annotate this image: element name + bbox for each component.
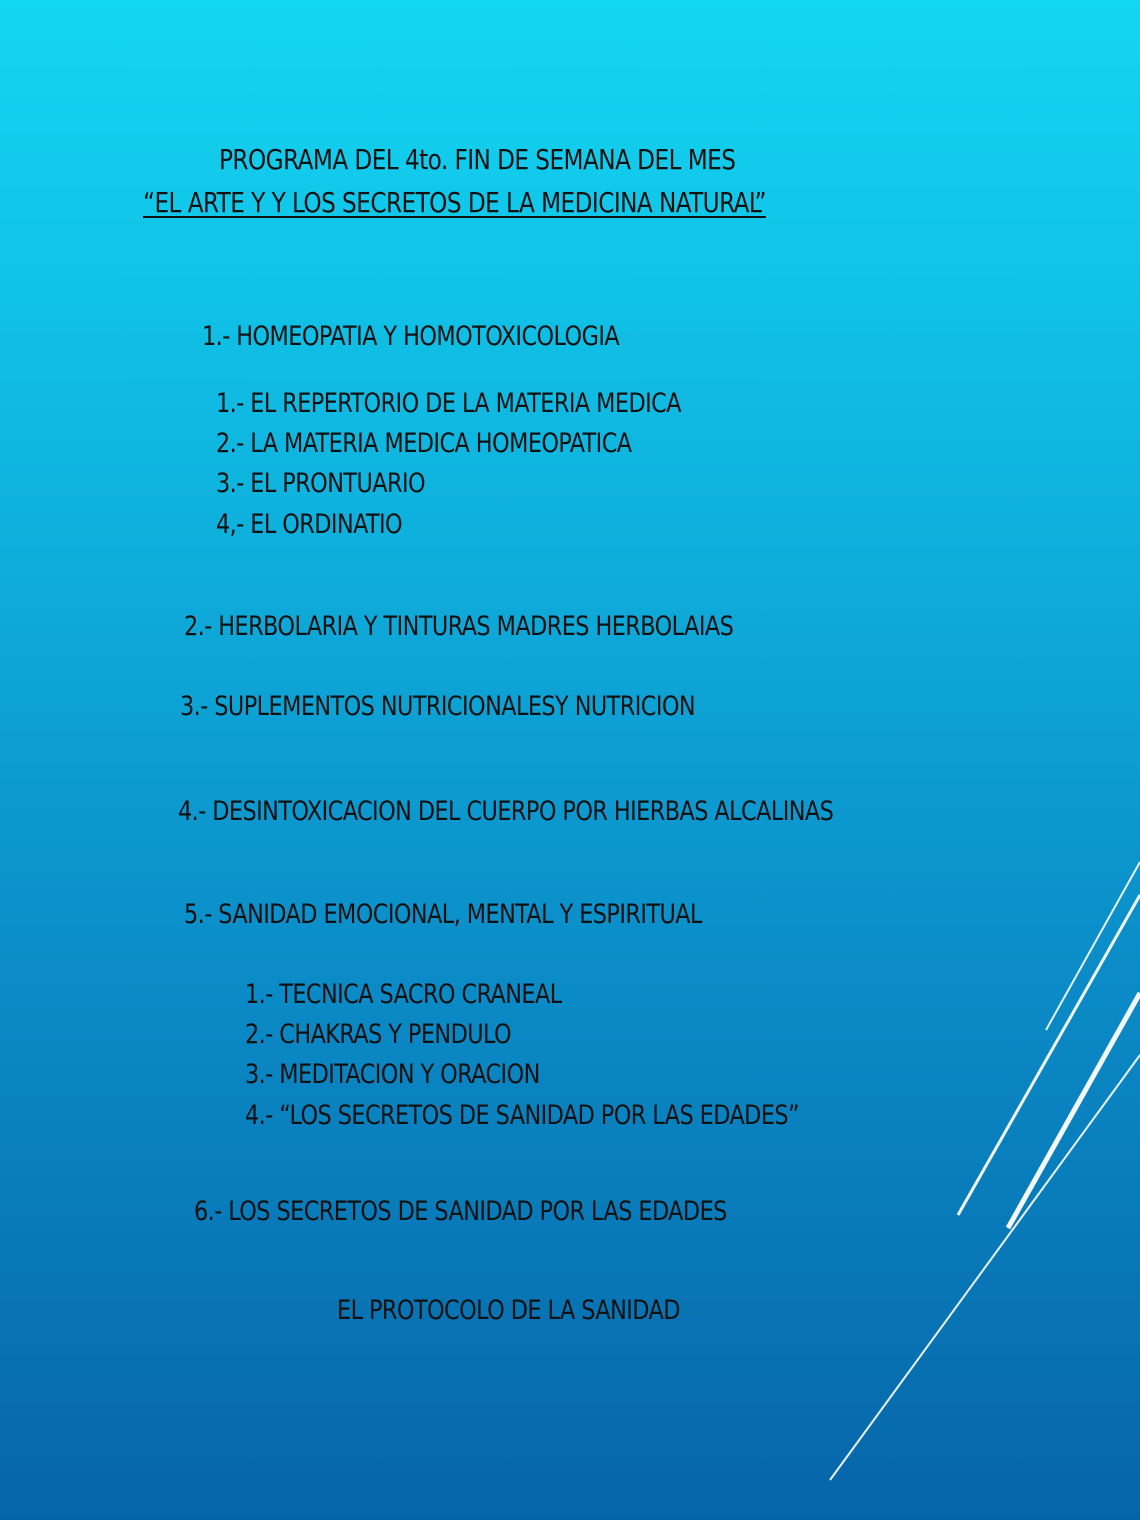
list-item: 4,- EL ORDINATIO (216, 509, 403, 540)
accent-line (1008, 993, 1140, 1228)
list-item: 3.- EL PRONTUARIO (216, 468, 426, 499)
section-heading-4: 4.- DESINTOXICACION DEL CUERPO POR HIERBAS ALCALINAS (178, 796, 834, 827)
accent-line (958, 895, 1140, 1215)
list-item: 1.- EL REPERTORIO DE LA MATERIA MEDICA (216, 388, 681, 419)
accent-line (830, 1055, 1140, 1480)
section-heading-6: 6.- LOS SECRETOS DE SANIDAD POR LAS EDADES (194, 1196, 727, 1227)
list-item: 2.- CHAKRAS Y PENDULO (245, 1019, 512, 1050)
list-item: 3.- MEDITACION Y ORACION (245, 1059, 540, 1090)
page-title: PROGRAMA DEL 4to. FIN DE SEMANA DEL MES (219, 143, 736, 176)
section-heading-3: 3.- SUPLEMENTOS NUTRICIONALESY NUTRICION (180, 691, 696, 722)
accent-line (1046, 862, 1140, 1030)
section-heading-5: 5.- SANIDAD EMOCIONAL, MENTAL Y ESPIRITUAL (184, 899, 702, 930)
footer-text: EL PROTOCOLO DE LA SANIDAD (337, 1295, 680, 1326)
list-item: 1.- TECNICA SACRO CRANEAL (245, 979, 562, 1010)
section-heading-2: 2.- HERBOLARIA Y TINTURAS MADRES HERBOLAIAS (184, 611, 734, 642)
list-item: 2.- LA MATERIA MEDICA HOMEOPATICA (216, 428, 632, 459)
page-subtitle: “EL ARTE Y Y LOS SECRETOS DE LA MEDICINA NATURAL” (143, 186, 766, 219)
section-heading-1: 1.- HOMEOPATIA Y HOMOTOXICOLOGIA (202, 321, 620, 352)
list-item: 4.- “LOS SECRETOS DE SANIDAD POR LAS EDADES” (245, 1100, 800, 1131)
